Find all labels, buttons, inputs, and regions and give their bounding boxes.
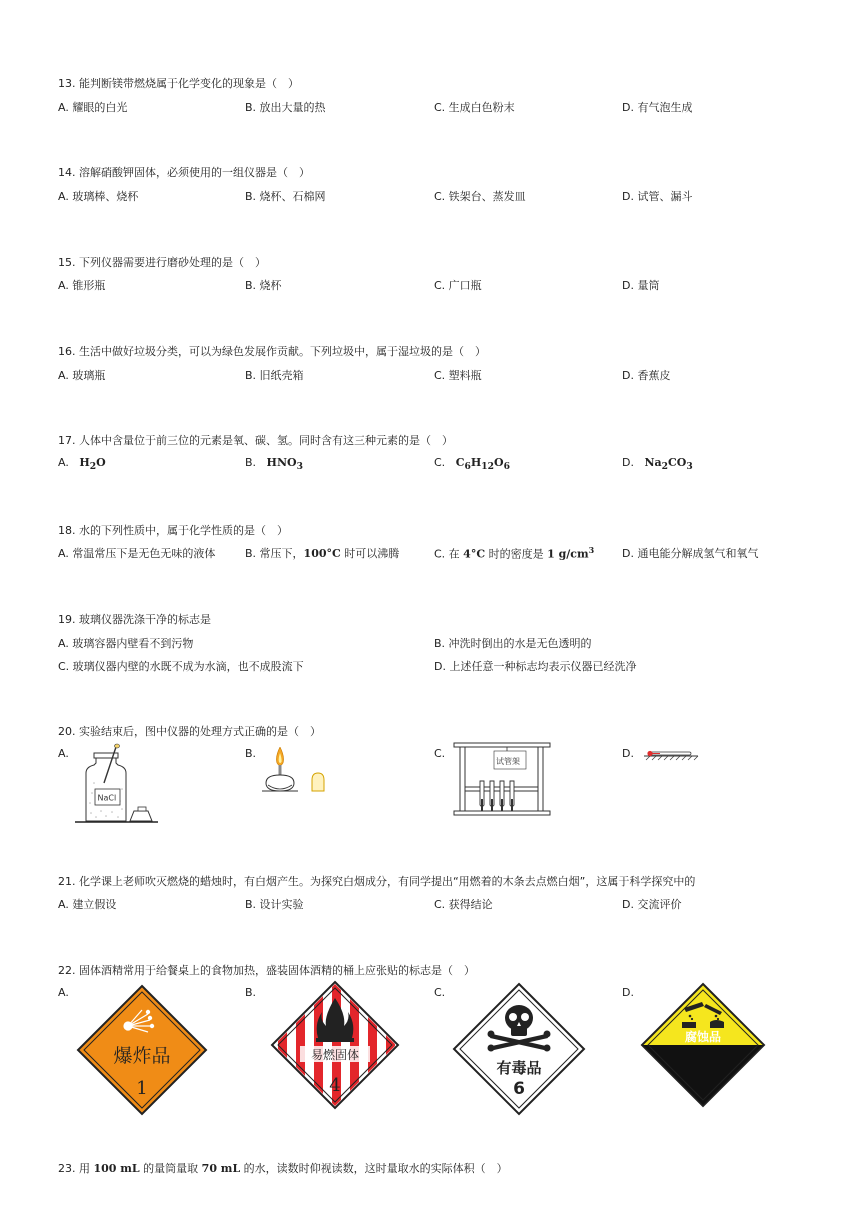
option-b[interactable]: B. 旧纸壳箱 (245, 369, 304, 382)
question-stem: 23. 用 100 mL 的量筒量取 70 mL 的水，读数时仰视读数，这时量取水的实际体积（ ） (58, 1162, 508, 1175)
option-c[interactable]: C. 铁架台、蒸发皿 (434, 190, 526, 203)
question-stem: 14. 溶解硝酸钾固体，必须使用的一组仪器是（ ） (58, 166, 310, 179)
option-a[interactable] (58, 456, 106, 472)
question-stem: 22. 固体酒精常用于给餐桌上的食物加热，盛装固体酒精的桶上应张贴的标志是（ ） (58, 964, 475, 977)
option-c[interactable]: C. 生成白色粉末 (434, 101, 515, 114)
sign-label: 腐蚀品 (684, 1030, 722, 1044)
option-d[interactable]: D. (622, 986, 634, 999)
option-a[interactable]: A. 玻璃瓶 (58, 369, 106, 382)
option-a[interactable]: A. (58, 747, 69, 760)
option-letter: D. (622, 456, 634, 469)
question-stem: 16. 生活中做好垃圾分类，可以为绿色发展作贡献。下列垃圾中，属于湿垃圾的是（ ） (58, 345, 486, 358)
option-a[interactable]: A. (58, 986, 69, 999)
flammable-solid-sign (270, 980, 400, 1110)
option-a[interactable]: A. 建立假设 (58, 898, 117, 911)
sign-number: 4 (329, 1075, 341, 1096)
sign-number: 1 (136, 1078, 148, 1099)
option-a[interactable]: A. 耀眼的白光 (58, 101, 128, 114)
alcohol-lamp-figure (258, 747, 338, 795)
question-stem: 15. 下列仪器需要进行磨砂处理的是（ ） (58, 256, 266, 269)
option-d[interactable]: D. (622, 747, 634, 760)
formula: $HNO_3$ (266, 456, 303, 473)
option-c[interactable]: C. (434, 986, 446, 999)
option-d[interactable]: D. 试管、漏斗 (622, 190, 693, 203)
question-stem: 17. 人体中含量位于前三位的元素是氧、碳、氢。同时含有这三种元素的是（ ） (58, 434, 453, 447)
option-c[interactable]: C. 玻璃仪器内壁的水既不成为水滴，也不成股流下 (58, 660, 304, 673)
option-d[interactable]: D. 量筒 (622, 279, 660, 292)
option-letter: C. (434, 456, 446, 469)
option-b[interactable]: B. 放出大量的热 (245, 101, 326, 114)
option-c[interactable]: C. 塑料瓶 (434, 369, 482, 382)
sign-number: 6 (513, 1079, 525, 1099)
sign-label: 易燃固体 (310, 1048, 360, 1062)
reagent-bottle-figure (72, 743, 162, 825)
nacl-label: NaCl (97, 793, 117, 803)
option-b[interactable]: B. (245, 747, 257, 760)
option-c[interactable] (434, 456, 510, 472)
formula: $H_2O$ (79, 456, 106, 473)
option-b[interactable]: B. 冲洗时倒出的水是无色透明的 (434, 637, 592, 650)
formula: $C_6H_{12}O_6$ (455, 456, 510, 473)
toxic-sign (452, 982, 586, 1116)
option-a[interactable]: A. 玻璃棒、烧杯 (58, 190, 139, 203)
option-c[interactable]: C. 广口瓶 (434, 279, 482, 292)
option-b[interactable]: B. 设计实验 (245, 898, 304, 911)
option-c[interactable]: C. 在 4°C 时的密度是 1 $g/cm^3$ (434, 545, 595, 561)
question-stem: 13. 能判断镁带燃烧属于化学变化的现象是（ ） (58, 77, 299, 90)
question-stem: 20. 实验结束后，图中仪器的处理方式正确的是（ ） (58, 725, 321, 738)
option-d[interactable]: D. 交流评价 (622, 898, 682, 911)
option-d[interactable]: D. 通电能分解成氢气和氧气 (622, 547, 759, 560)
option-d[interactable]: D. 上述任意一种标志均表示仪器已经洗净 (434, 660, 637, 673)
option-d[interactable]: D. 有气泡生成 (622, 101, 693, 114)
option-a[interactable]: A. 常温常压下是无色无味的液体 (58, 547, 216, 560)
sign-label: 有毒品 (496, 1059, 542, 1077)
option-a[interactable]: A. 玻璃容器内壁看不到污物 (58, 637, 194, 650)
option-c[interactable]: C. (434, 747, 446, 760)
sign-label: 爆炸品 (113, 1045, 171, 1067)
option-b[interactable]: B. 常压下，100°C 时可以沸腾 (245, 547, 400, 560)
option-d[interactable] (622, 456, 693, 472)
corrosive-sign (640, 982, 766, 1108)
option-letter: B. (245, 456, 257, 469)
test-tube-rack-figure (452, 741, 552, 817)
thermometer-figure (644, 747, 700, 761)
question-stem: 19. 玻璃仪器洗涤干净的标志是 (58, 613, 211, 626)
option-b[interactable]: B. (245, 986, 257, 999)
option-letter: A. (58, 456, 69, 469)
option-d[interactable]: D. 香蕉皮 (622, 369, 671, 382)
formula: $Na_2CO_3$ (644, 456, 693, 473)
explosive-sign (76, 984, 208, 1116)
rack-label: 试管架 (496, 757, 520, 766)
option-b[interactable]: B. 烧杯、石棉网 (245, 190, 326, 203)
option-a[interactable]: A. 锥形瓶 (58, 279, 106, 292)
question-stem: 21. 化学课上老师吹灭燃烧的蜡烛时，有白烟产生。为探究白烟成分，有同学提出“用燃着的木条去点燃白烟”，这属于科学探究中的 (58, 875, 696, 888)
option-c[interactable]: C. 获得结论 (434, 898, 493, 911)
option-b[interactable]: B. 烧杯 (245, 279, 282, 292)
option-b[interactable] (245, 456, 303, 472)
question-stem: 18. 水的下列性质中，属于化学性质的是（ ） (58, 524, 288, 537)
